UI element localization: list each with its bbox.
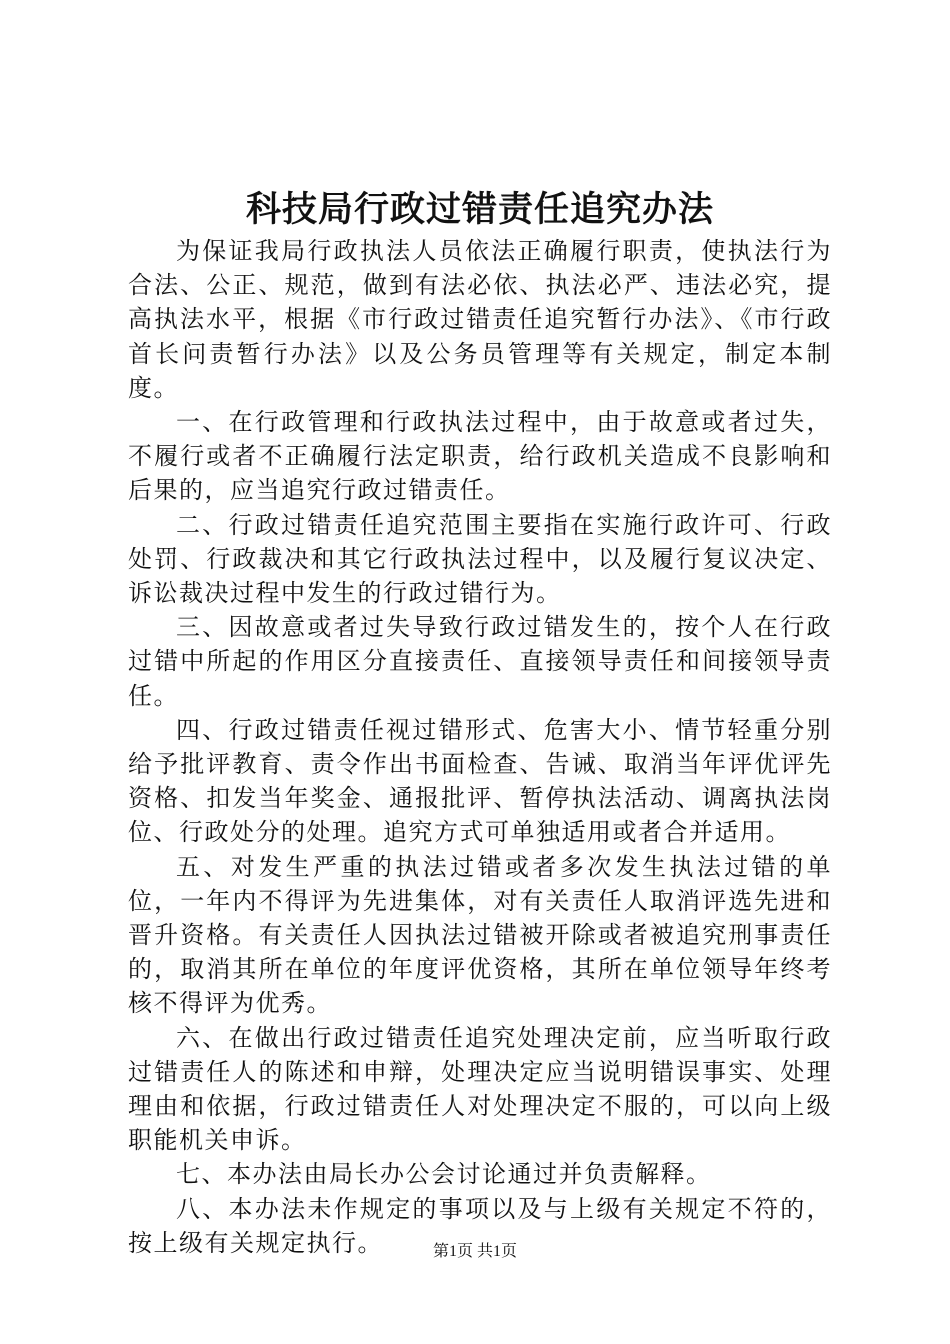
document-body xyxy=(128,234,832,1260)
paragraph-article-1: 一、在行政管理和行政执法过程中，由于故意或者过失，不履行或者不正确履行法定职责，给行政机关造成不良影响和后果的，应当追究行政过错责任。 xyxy=(128,408,832,505)
paragraph-article-8: 八、本办法未作规定的事项以及与上级有关规定不符的，按上级有关规定执行。 xyxy=(128,1194,832,1257)
paragraph-article-2: 二、行政过错责任追究范围主要指在实施行政许可、行政处罚、行政裁决和其它行政执法过程中，以及履行复议决定、诉讼裁决过程中发生的行政过错行为。 xyxy=(128,510,832,608)
document-page xyxy=(128,0,832,1260)
paragraph-article-3: 三、因故意或者过失导致行政过错发生的，按个人在行政过错中所起的作用区分直接责任、直接领导责任和间接领导责任。 xyxy=(128,613,832,710)
paragraph-article-7: 七、本办法由局长办公会讨论通过并负责解释。 xyxy=(176,1160,712,1189)
page-number-footer: 第1页 共1页 xyxy=(432,1243,517,1260)
paragraph-article-4: 四、行政过错责任视过错形式、危害大小、情节轻重分别给予批评教育、责令作出书面检查、告诫、取消当年评优评先资格、扣发当年奖金、通报批评、暂停执法活动、调离执法岗位、行政处分的处理。追究方式可单独适用或者合并适用。 xyxy=(128,715,832,847)
paragraph-article-5: 五、对发生严重的执法过错或者多次发生执法过错的单位，一年内不得评为先进集体，对有关责任人取消评选先进和晋升资格。有关责任人因执法过错被开除或者被追究刑事责任的，取消其所在单位的年度评优资格，其所在单位领导年终考核不得评为优秀。 xyxy=(128,852,832,1018)
paragraph-article-6: 六、在做出行政过错责任追究处理决定前，应当听取行政过错责任人的陈述和申辩，处理决定应当说明错误事实、处理理由和依据，行政过错责任人对处理决定不服的，可以向上级职能机关申诉。 xyxy=(128,1023,832,1155)
document-title: 科技局行政过错责任追究办法 xyxy=(245,189,714,230)
paragraph-preamble: 为保证我局行政执法人员依法正确履行职责，使执法行为合法、公正、规范，做到有法必依、执法必严、违法必究，提高执法水平，根据《市行政过错责任追究暂行办法》、《市行政首长问责暂行办法》以及公务员管理等有关规定，制定本制度。 xyxy=(128,237,832,402)
